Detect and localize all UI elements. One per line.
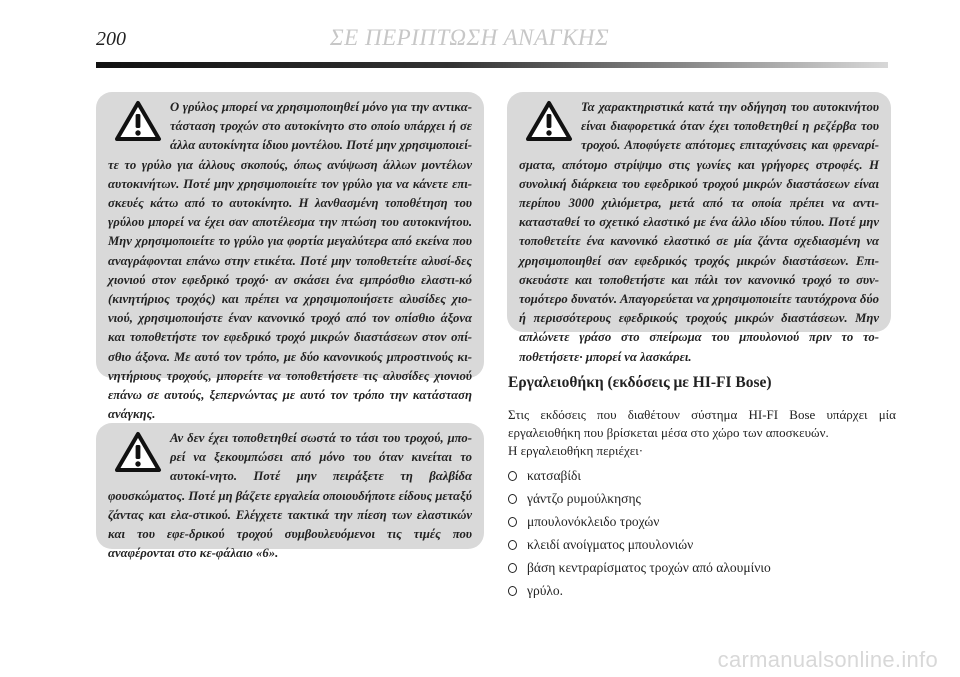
list-item: βάση κεντραρίσματος τροχών από αλουμίνιο [508,556,896,579]
bullet-icon [508,517,517,527]
warning-box-wheel-cap [96,423,484,561]
toolkit-intro: Στις εκδόσεις που διαθέτουν σύστημα HI-FI Bose υπάρχει μία εργαλειοθήκη που βρίσκεται μέσα στο χώρο των αποσκευών. [508,407,896,440]
toolkit-contents-label: Η εργαλειοθήκη περιέχει· [508,443,644,458]
watermark: carmanualsonline.info [717,647,938,672]
warning-box-jack [96,92,484,422]
list-item: γρύλο. [508,579,896,602]
bullet-icon [508,586,517,596]
warning-text: Ο γρύλος μπορεί να χρησιμοποιηθεί μόνο για την αντικα-τάσταση τροχών στο αυτοκίνητο στο οποίο υπάρχει ή σε άλλα αυτοκίνητα ίδιου μοντέλου. Ποτέ μην χρησιμοποιεί-τε το γρύλο για άλλους σκοπούς, όπως ανύψωση άλλων μοντέλων αυτοκινήτων. Ποτέ μην χρησιμοποιείτε τον γρύλο για να κάνετε επι-σκευές κάτω από το αυτοκίνητο. Η λανθασμένη τοποθέτηση του γρύλου μπορεί να έχει σαν αποτέλεσμα την πτώση του αυτοκινήτου. Μην χρησιμοποιείτε το γρύλο για φορτία μεγαλύτερα από εκείνα που αναγράφονται επάνω στην ετικέτα. Ποτέ μην τοποθετείτε αλυσί-δες χιονιού στον εφεδρικό τροχό· αν σκάσει ένα εμπρόσθιο ελαστι-κό (κινητήριος τροχός) και πρέπει να χρησιμοποιήσετε αλυσίδες χιο-νιού, χρησιμοποιήστε έναν κανονικό τροχό από τον οπίσθιο άξονα και τοποθετήστε τον εφεδρικό τροχό μικρών διαστάσεων στον οπί-σθιο άξονα. Με αυτό τον τρόπο, με δύο κανονικούς μπροστινούς κι-νητήριους τροχούς, μπορείτε να τοποθετήσετε τις αλυσίδες χιονιού επάνω σε αυτούς, ξεπερνώντας με αυτό τον τρόπο την κατάσταση ανάγκης. [108,100,472,422]
warning-text: Τα χαρακτηριστικά κατά την οδήγηση του αυτοκινήτου είναι διαφορετικά όταν έχει τοποθετηθεί η ρεζέρβα του τροχού. Αποφύγετε απότομες επιταχύνσεις και φρεναρί-σματα, απότομο στρίψιμο στις γωνίες και γρήγορες στροφές. Η συνολική διάρκεια του εφεδρικού τροχού μικρών διαστάσεων είναι περίπου 3000 χιλιόμετρα, μετά από τα οποία πρέπει να αντι-κατασταθεί το σχετικό ελαστικό με ένα άλλο ιδίου τύπου. Ποτέ μην τοποθετείτε ένα κανονικό ελαστικό σε μία ζάντα σχεδιασμένη να χρησιμοποιηθεί σαν εφεδρικός τροχός μικρών διαστάσεων. Επι-σκευάστε και τοποθετήστε και πάλι τον κανονικό τροχό το συν-τομότερο δυνατόν. Απαγορεύεται να χρησιμοποιείτε ταυτόχρονα δύο ή περισσότερους εφεδρικούς τροχούς μικρών διαστάσεων. Μην απλώνετε γράσο στο σπείρωμα του μπουλονιού πριν το το-ποθετήσετε· μπορεί να λασκάρει. [519,100,879,364]
page-number: 200 [96,28,126,50]
header-rule [96,62,888,68]
list-item: γάντζο ρυμούλκησης [508,487,896,510]
warning-text: Αν δεν έχει τοποθετηθεί σωστά το τάσι του τροχού, μπο-ρεί να ξεκουμπώσει από μόνο του όταν κινείται το αυτοκί-νητο. Ποτέ μην πειράξετε τη βαλβίδα φουσκώματος. Ποτέ μη βάζετε εργαλεία οποιουδήποτε είδους μεταξύ ζάντας και ελα-στικού. Ελέγχετε τακτικά την πίεση των ελαστικών και του εφε-δρικού τροχού συμβουλευόμενοι τις τιμές που αναφέρονται στο κε-φάλαιο «6». [108,431,472,561]
warning-triangle-icon [525,100,573,142]
bullet-icon [508,540,517,550]
toolkit-section [508,374,896,602]
chapter-title: ΣΕ ΠΕΡΙΠΤΩΣΗ ΑΝΑΓΚΗΣ [330,25,610,50]
list-item: μπουλονόκλειδο τροχών [508,510,896,533]
tool-list [508,464,896,602]
bullet-icon [508,563,517,573]
warning-triangle-icon [114,100,162,142]
toolkit-heading: Εργαλειοθήκη (εκδόσεις με HI-FI Bose) [508,374,772,391]
list-item: κατσαβίδι [508,464,896,487]
bullet-icon [508,494,517,504]
warning-box-spare-wheel [507,92,891,364]
list-item: κλειδί ανοίγματος μπουλονιών [508,533,896,556]
warning-triangle-icon [114,431,162,473]
bullet-icon [508,471,517,481]
